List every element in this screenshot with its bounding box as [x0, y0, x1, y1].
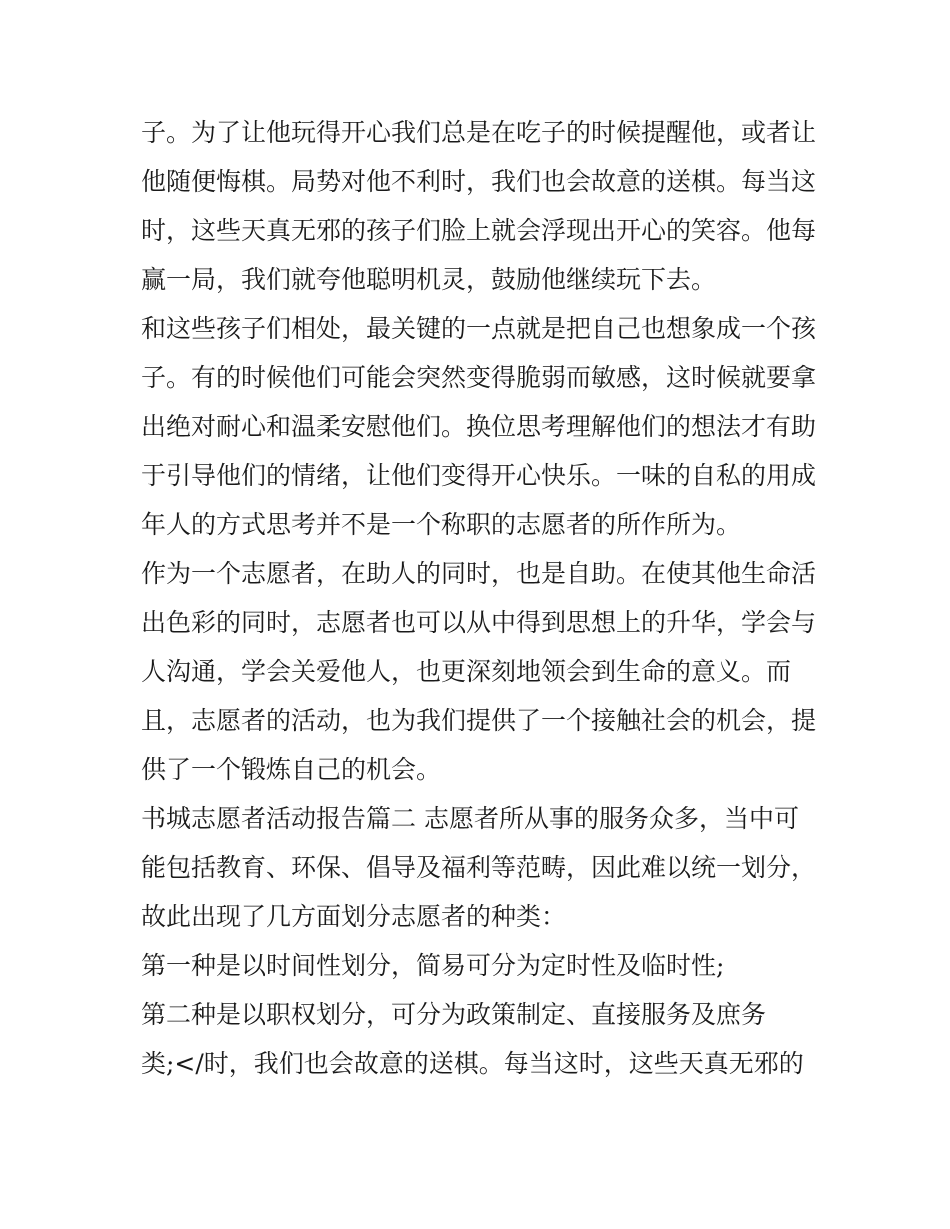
text-line: 子。为了让他玩得开心我们总是在吃子的时候提醒他，或者让	[141, 118, 817, 147]
text-line: 于引导他们的情绪，让他们变得开心快乐。一味的自私的用成	[141, 461, 817, 490]
text-line: 第二种是以职权划分，可分为政策制定、直接服务及庶务	[141, 1000, 767, 1029]
text-line: 能包括教育、环保、倡导及福利等范畴，因此难以统一划分，	[141, 853, 817, 882]
text-line: 年人的方式思考并不是一个称职的志愿者的所作所为。	[141, 510, 742, 539]
text-line: 和这些孩子们相处，最关键的一点就是把自己也想象成一个孩	[141, 314, 817, 343]
text-line: 出绝对耐心和温柔安慰他们。换位思考理解他们的想法才有助	[141, 412, 817, 441]
text-line: 故此出现了几方面划分志愿者的种类：	[141, 902, 567, 931]
text-line: 人沟通，学会关爱他人，也更深刻地领会到生命的意义。而	[141, 657, 792, 686]
text-line: 出色彩的同时，志愿者也可以从中得到思想上的升华，学会与	[141, 608, 817, 637]
text-line: 时，这些天真无邪的孩子们脸上就会浮现出开心的笑容。他每	[141, 216, 817, 245]
document-body	[141, 108, 831, 1088]
text-line: 书城志愿者活动报告篇二 志愿者所从事的服务众多，当中可	[141, 804, 799, 833]
text-line: 第一种是以时间性划分，简易可分为定时性及临时性;	[141, 951, 725, 980]
text-line: 类;</时，我们也会故意的送棋。每当这时，这些天真无邪的	[141, 1049, 804, 1078]
text-line: 子。有的时候他们可能会突然变得脆弱而敏感，这时候就要拿	[141, 363, 817, 392]
text-line: 赢一局，我们就夸他聪明机灵，鼓励他继续玩下去。	[141, 265, 717, 294]
text-line: 供了一个锻炼自己的机会。	[141, 755, 442, 784]
text-line: 且，志愿者的活动，也为我们提供了一个接触社会的机会，提	[141, 706, 817, 735]
text-line: 作为一个志愿者，在助人的同时，也是自助。在使其他生命活	[141, 559, 817, 588]
text-line: 他随便悔棋。局势对他不利时，我们也会故意的送棋。每当这	[141, 167, 817, 196]
